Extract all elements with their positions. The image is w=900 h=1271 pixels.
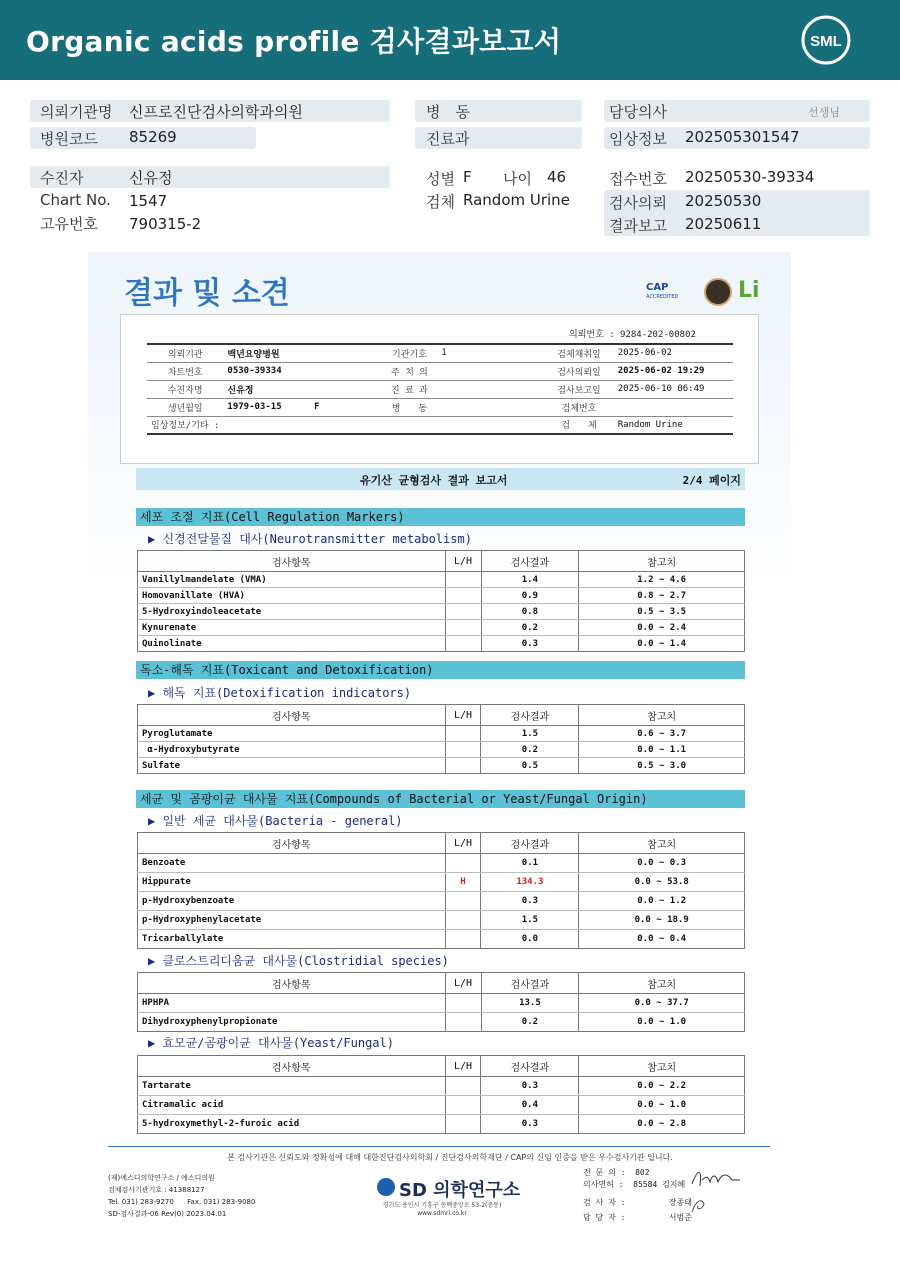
request-date: 20250530 xyxy=(685,192,762,210)
section-header: 세균 및 곰팡이균 대사물 지표(Compounds of Bacterial or Yeast/Fungal Origin) xyxy=(136,790,745,808)
table-row xyxy=(138,758,745,774)
inner-cell: Random Urine xyxy=(614,416,733,434)
lh-flag xyxy=(445,572,481,588)
table-row xyxy=(147,380,733,398)
specimen-label: 검체 xyxy=(426,193,455,211)
age: 46 xyxy=(547,168,567,186)
reference-range: 1.2 ~ 4.6 xyxy=(579,572,745,588)
inner-cell xyxy=(437,380,544,398)
footer-divider xyxy=(108,1146,770,1147)
footer-note: 본 검사기관은 신뢰도와 정확성에 대해 대한진단검사의학회 / 진단검사의학재단 / CAP의 신임 인증을 받은 우수검사기관 입니다. xyxy=(227,1153,673,1162)
column-header: 검사결과 xyxy=(481,551,579,572)
chart-no: 1547 xyxy=(129,192,168,210)
lh-flag xyxy=(445,994,481,1013)
group-title: ▶ 클로스트리디움균 대사물(Clostridial species) xyxy=(148,954,449,968)
group-title: ▶ 해독 지표(Detoxification indicators) xyxy=(148,686,412,700)
lh-flag xyxy=(445,588,481,604)
test-name: Quinolinate xyxy=(138,636,446,652)
lh-flag xyxy=(445,742,481,758)
lh-flag xyxy=(445,604,481,620)
request-org-label: 의뢰기관명 xyxy=(40,103,113,121)
inner-cell: 검사보고일 xyxy=(544,380,613,398)
reference-range: 0.5 ~ 3.0 xyxy=(579,758,745,774)
test-name: p-Hydroxybenzoate xyxy=(138,892,446,911)
table-header-row xyxy=(138,705,745,726)
footer-rev: SD-검사결과-06 Rev(0) 2023.04.01 xyxy=(108,1210,227,1218)
table-row xyxy=(138,588,745,604)
lh-flag xyxy=(445,930,481,949)
receipt-label: 접수번호 xyxy=(609,170,667,188)
lh-flag xyxy=(445,1115,481,1134)
result-value: 0.3 xyxy=(481,636,579,652)
inner-cell: 생년월일 xyxy=(147,398,223,416)
table-row xyxy=(138,994,745,1013)
table-row xyxy=(138,854,745,873)
inner-cell: 의뢰기관 xyxy=(147,344,223,362)
cap-accredited-logo xyxy=(646,282,694,306)
inner-cell: 2025-06-02 xyxy=(614,344,733,362)
inner-cell: 검 체 xyxy=(544,416,613,434)
table-row xyxy=(138,620,745,636)
tester-signature-icon xyxy=(688,1196,708,1216)
table-row xyxy=(138,726,745,742)
table-row xyxy=(138,930,745,949)
column-header: 검사항목 xyxy=(138,705,446,726)
request-org: 신프로진단검사의학과의원 xyxy=(129,103,303,121)
table-row xyxy=(138,636,745,652)
inner-info-table xyxy=(147,343,733,435)
sd-name: SD 의학연구소 xyxy=(399,1180,521,1201)
column-header: 검사결과 xyxy=(481,1056,579,1077)
lh-flag: H xyxy=(445,873,481,892)
column-header: L/H xyxy=(445,551,481,572)
result-value: 0.8 xyxy=(481,604,579,620)
result-value: 0.3 xyxy=(481,892,579,911)
reference-range: 0.0 ~ 37.7 xyxy=(579,994,745,1013)
clinical-info: 202505301547 xyxy=(685,128,800,146)
doctor-suffix: 선생님 xyxy=(808,106,840,119)
table-row xyxy=(138,1077,745,1096)
doctor-signature-icon xyxy=(688,1166,744,1192)
inner-cell: 기관기호 xyxy=(382,344,438,362)
result-value: 0.3 xyxy=(481,1077,579,1096)
inner-cell: 검체채취일 xyxy=(544,344,613,362)
result-value: 0.2 xyxy=(481,1013,579,1032)
unique-label: 고유번호 xyxy=(40,215,98,233)
lh-flag xyxy=(445,1096,481,1115)
result-table xyxy=(137,550,745,652)
footer-contact: Tel. 031) 283-9270 Fax. 031) 283-9080 xyxy=(108,1198,256,1206)
hospital-code-label: 병원코드 xyxy=(40,130,98,148)
inner-cell: 1 xyxy=(437,344,544,362)
request-date-label: 검사의뢰 xyxy=(609,194,667,212)
hospital-code: 85269 xyxy=(129,128,177,146)
reference-range: 0.0 ~ 1.1 xyxy=(579,742,745,758)
result-value: 0.9 xyxy=(481,588,579,604)
column-header: 참고치 xyxy=(579,1056,745,1077)
group-title: ▶ 효모균/곰팡이균 대사물(Yeast/Fungal) xyxy=(148,1036,394,1050)
test-name: HPHPA xyxy=(138,994,446,1013)
table-row xyxy=(138,1013,745,1032)
inner-cell: 진 료 과 xyxy=(382,380,438,398)
lh-flag xyxy=(445,854,481,873)
signature-line: 검 사 자 : 장종태 xyxy=(583,1198,692,1207)
result-value: 0.5 xyxy=(481,758,579,774)
reference-range: 0.0 ~ 53.8 xyxy=(579,873,745,892)
column-header: 검사결과 xyxy=(481,833,579,854)
inner-cell: 2025-06-10 06:49 xyxy=(614,380,733,398)
inner-cell: 수진자명 xyxy=(147,380,223,398)
table-header-row xyxy=(138,1056,745,1077)
result-value: 0.2 xyxy=(481,742,579,758)
inner-cell: 1979-03-15 F xyxy=(223,398,381,416)
table-row xyxy=(147,416,733,434)
inner-cell xyxy=(437,398,544,416)
column-header: 참고치 xyxy=(579,973,745,994)
inner-cell: 주 치 의 xyxy=(382,362,438,380)
column-header: 검사항목 xyxy=(138,973,446,994)
inner-cell xyxy=(223,416,381,434)
sex: F xyxy=(463,168,472,186)
lh-flag xyxy=(445,726,481,742)
reference-range: 0.0 ~ 1.0 xyxy=(579,1013,745,1032)
reference-range: 0.0 ~ 18.9 xyxy=(579,911,745,930)
reference-range: 0.0 ~ 0.4 xyxy=(579,930,745,949)
report-title: Organic acids profile 검사결과보고서 xyxy=(26,25,562,58)
result-table xyxy=(137,972,745,1032)
reference-range: 0.0 ~ 2.4 xyxy=(579,620,745,636)
test-name: Vanillylmandelate (VMA) xyxy=(138,572,446,588)
signature-line: 전 문 의 : 802 xyxy=(583,1168,650,1177)
test-name: Kynurenate xyxy=(138,620,446,636)
group-title: ▶ 신경전달물질 대사(Neurotransmitter metabolism) xyxy=(148,532,472,546)
reference-range: 0.8 ~ 2.7 xyxy=(579,588,745,604)
sml-logo xyxy=(798,12,854,68)
table-row xyxy=(147,344,733,362)
table-row xyxy=(138,742,745,758)
inner-cell xyxy=(382,416,438,434)
inner-cell: 차트번호 xyxy=(147,362,223,380)
report-subtitle: 유기산 균형검사 결과 보고서 xyxy=(360,474,508,487)
test-name: 5-hydroxymethyl-2-furoic acid xyxy=(138,1115,446,1134)
table-header-row xyxy=(138,833,745,854)
test-name: Citramalic acid xyxy=(138,1096,446,1115)
column-header: 검사결과 xyxy=(481,973,579,994)
result-value: 0.1 xyxy=(481,854,579,873)
inner-cell xyxy=(437,362,544,380)
test-name: Dihydroxyphenylpropionate xyxy=(138,1013,446,1032)
reference-range: 0.0 ~ 2.2 xyxy=(579,1077,745,1096)
column-header: 검사항목 xyxy=(138,833,446,854)
group-title: ▶ 일반 세균 대사물(Bacteria - general) xyxy=(148,814,403,828)
age-label: 나이 xyxy=(503,170,532,188)
lh-flag xyxy=(445,1077,481,1096)
result-value: 0.2 xyxy=(481,620,579,636)
reference-range: 0.6 ~ 3.7 xyxy=(579,726,745,742)
footer-org: (재)에스디의학연구소 / 에스디의원 xyxy=(108,1174,215,1182)
lh-flag xyxy=(445,911,481,930)
test-name: Tricarballylate xyxy=(138,930,446,949)
inner-cell: 백년요양병원 xyxy=(223,344,381,362)
test-name: α-Hydroxybutyrate xyxy=(138,742,446,758)
test-name: Sulfate xyxy=(138,758,446,774)
column-header: 검사결과 xyxy=(481,705,579,726)
sd-address: 경기도 용인시 기흥구 동백중앙로 53-2(중동) xyxy=(382,1202,502,1209)
page-number: 2/4 페이지 xyxy=(682,474,741,487)
test-name: Hippurate xyxy=(138,873,446,892)
report-header xyxy=(0,0,900,80)
table-row xyxy=(138,892,745,911)
dept-label: 진료과 xyxy=(426,130,470,148)
table-row xyxy=(138,873,745,892)
column-header: 검사항목 xyxy=(138,1056,446,1077)
result-value: 0.3 xyxy=(481,1115,579,1134)
column-header: 참고치 xyxy=(579,705,745,726)
lh-flag xyxy=(445,636,481,652)
logo-text: SML xyxy=(810,33,842,50)
table-row xyxy=(138,572,745,588)
section-header: 세포 조절 지표(Cell Regulation Markers) xyxy=(136,508,745,526)
table-row xyxy=(147,398,733,416)
sd-website: www.sdmri.co.kr xyxy=(417,1210,467,1217)
result-value: 134.3 xyxy=(481,873,579,892)
table-row xyxy=(138,1115,745,1134)
reference-range: 0.0 ~ 1.4 xyxy=(579,636,745,652)
signature-line: 담 당 자 : 서범준 xyxy=(583,1213,692,1222)
column-header: L/H xyxy=(445,705,481,726)
banner-title: 결과 및 소견 xyxy=(124,276,290,311)
result-value: 0.4 xyxy=(481,1096,579,1115)
result-value: 1.5 xyxy=(481,911,579,930)
clinical-label: 임상정보 xyxy=(609,130,667,148)
reference-range: 0.0 ~ 1.2 xyxy=(579,892,745,911)
result-value: 1.4 xyxy=(481,572,579,588)
column-header: L/H xyxy=(445,973,481,994)
patient-label: 수진자 xyxy=(40,169,84,187)
cap-sub: ACCREDITED xyxy=(646,294,679,300)
doctor-label: 담당의사 xyxy=(609,103,667,121)
reference-range: 0.0 ~ 2.8 xyxy=(579,1115,745,1134)
chart-label: Chart No. xyxy=(40,191,111,209)
column-header: L/H xyxy=(445,833,481,854)
section-header: 독소-해독 지표(Toxicant and Detoxification) xyxy=(136,661,745,679)
lh-flag xyxy=(445,892,481,911)
test-name: Tartarate xyxy=(138,1077,446,1096)
reference-range: 0.0 ~ 1.0 xyxy=(579,1096,745,1115)
receipt-no: 20250530-39334 xyxy=(685,168,815,186)
inner-cell: 병 동 xyxy=(382,398,438,416)
footer-code: 검체검사기관기호 : 41388127 xyxy=(108,1186,205,1194)
table-row xyxy=(138,911,745,930)
result-table xyxy=(137,704,745,774)
patient-name: 신유정 xyxy=(129,169,173,187)
table-header-row xyxy=(138,551,745,572)
report-subheader xyxy=(136,468,745,490)
li-logo-icon: Li xyxy=(738,278,760,303)
scanned-report-header xyxy=(120,314,759,464)
result-value: 13.5 xyxy=(481,994,579,1013)
lh-flag xyxy=(445,1013,481,1032)
result-table xyxy=(137,1055,745,1134)
inner-cell: 임상정보/기타 : xyxy=(147,416,223,434)
result-value: 0.0 xyxy=(481,930,579,949)
inner-cell: 2025-06-02 19:29 xyxy=(614,362,733,380)
inner-cell: 검사의뢰일 xyxy=(544,362,613,380)
column-header: 참고치 xyxy=(579,551,745,572)
result-table xyxy=(137,832,745,949)
unique-no: 790315-2 xyxy=(129,215,202,233)
test-name: Benzoate xyxy=(138,854,446,873)
inner-cell xyxy=(437,416,544,434)
inner-cell xyxy=(614,398,733,416)
signature-line: 의사면허 : 85584 김지혜 xyxy=(583,1180,686,1189)
reference-range: 0.5 ~ 3.5 xyxy=(579,604,745,620)
ward-label: 병 동 xyxy=(426,103,470,121)
table-row xyxy=(147,362,733,380)
reference-range: 0.0 ~ 0.3 xyxy=(579,854,745,873)
request-number: 의뢰번호 : 9284-202-00802 xyxy=(569,330,696,340)
table-row xyxy=(138,604,745,620)
test-name: p-Hydroxyphenylacetate xyxy=(138,911,446,930)
column-header: 참고치 xyxy=(579,833,745,854)
specimen: Random Urine xyxy=(463,191,570,209)
column-header: L/H xyxy=(445,1056,481,1077)
label-bg xyxy=(30,166,390,188)
test-name: Homovanillate (HVA) xyxy=(138,588,446,604)
lh-flag xyxy=(445,758,481,774)
column-header: 검사항목 xyxy=(138,551,446,572)
sex-label: 성별 xyxy=(426,170,455,188)
inner-cell: 신유정 xyxy=(223,380,381,398)
table-row xyxy=(138,1096,745,1115)
lh-flag xyxy=(445,620,481,636)
result-value: 1.5 xyxy=(481,726,579,742)
cap-text: CAP xyxy=(646,282,669,293)
seal-icon xyxy=(704,278,732,306)
report-date-label: 결과보고 xyxy=(609,217,667,235)
sd-logo-icon xyxy=(377,1178,395,1196)
test-name: 5-Hydroxyindoleacetate xyxy=(138,604,446,620)
inner-cell: 0530-39334 xyxy=(223,362,381,380)
test-name: Pyroglutamate xyxy=(138,726,446,742)
report-date: 20250611 xyxy=(685,215,762,233)
table-header-row xyxy=(138,973,745,994)
inner-cell: 검체번호 xyxy=(544,398,613,416)
